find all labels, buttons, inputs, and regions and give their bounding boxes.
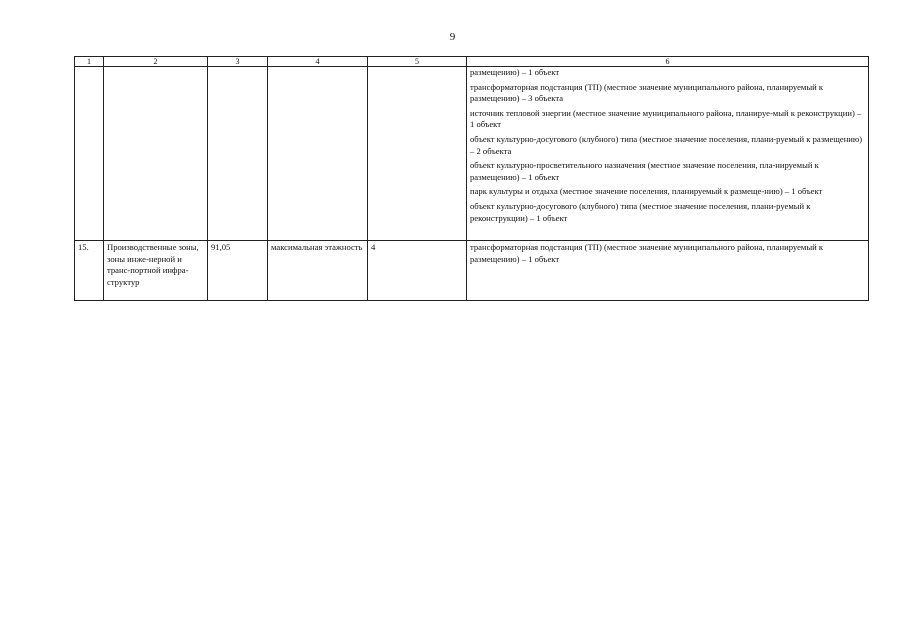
cell-number <box>75 67 104 241</box>
cell-parameter <box>268 67 368 241</box>
cell-parameter: максимальная этажность <box>268 241 368 301</box>
column-header-6: 6 <box>467 57 869 67</box>
column-header-3: 3 <box>208 57 268 67</box>
column-header-1: 1 <box>75 57 104 67</box>
table-row-continuation <box>75 67 869 241</box>
cell-area <box>208 67 268 241</box>
table-row-15 <box>75 241 869 301</box>
cell-number: 15. <box>75 241 104 301</box>
cell-zone: Производственные зоны, зоны инже-нерной и транс-портной инфра-структур <box>104 241 208 301</box>
planning-table <box>74 56 869 301</box>
object-item: источник тепловой энергии (местное значение муниципального района, планируе-мый к реконструкции) – 1 объект <box>470 107 862 130</box>
page-number: 9 <box>449 31 456 43</box>
table-header-row <box>75 57 869 67</box>
column-header-5: 5 <box>368 57 467 67</box>
object-item: парк культуры и отдыха (местное значение поселения, планируемый к размеще-нию) – 1 объект <box>470 186 823 197</box>
cell-area: 91,05 <box>208 241 268 301</box>
object-item: объект культурно-досугового (клубного) типа (местное значение поселения, плани-руемый к размещению) – 2 объекта <box>470 133 863 156</box>
object-item: трансформаторная подстанция (ТП) (местное значение муниципального района, планируемый к размещению) – 3 объекта <box>470 81 824 104</box>
cell-objects <box>467 67 869 241</box>
cell-value <box>368 67 467 241</box>
cell-value: 4 <box>368 241 467 301</box>
object-item: размещению) – 1 объект <box>470 67 560 77</box>
column-header-4: 4 <box>268 57 368 67</box>
object-item: объект культурно-просветительного назначения (местное значение поселения, пла-нируемый к размещению) – 1 объект <box>470 160 819 182</box>
cell-zone <box>104 67 208 241</box>
column-header-2: 2 <box>104 57 208 67</box>
object-item: объект культурно-досугового (клубного) типа (местное значение поселения, плани-руемый к реконструкции) – 1 объект <box>470 200 811 223</box>
cell-objects: трансформаторная подстанция (ТП) (местное значение муниципального района, планируемый к размещению) – 1 объект <box>467 241 869 301</box>
